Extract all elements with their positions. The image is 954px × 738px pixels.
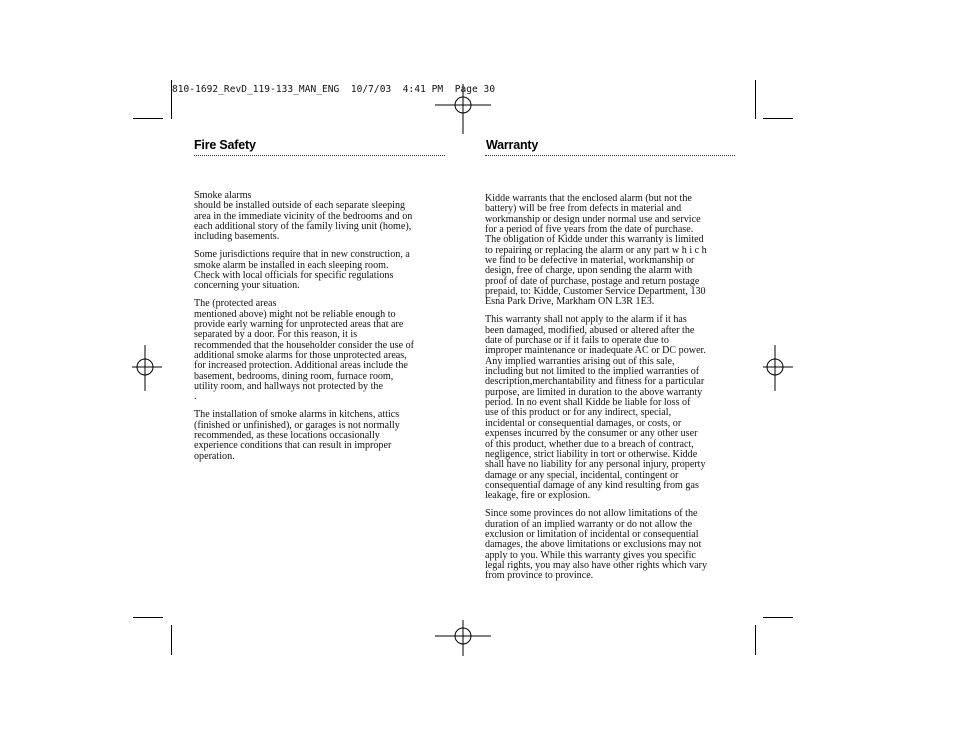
crop-mark-bottom-left-vertical [171, 625, 172, 655]
fire-safety-rule [194, 155, 445, 156]
fire-safety-body [194, 191, 446, 470]
crop-mark-top-right-horizontal [763, 118, 793, 119]
registration-mark-bottom-icon [433, 620, 493, 656]
registration-mark-top-icon [433, 84, 493, 134]
crop-mark-bottom-right-horizontal [763, 617, 793, 618]
fire-safety-paragraph: Some jurisdictions require that in new construction, a smoke alarm be installed in each sleeping room. Check with local officials for specific regulations concerning your situation. [194, 249, 410, 292]
warranty-heading: Warranty [486, 138, 539, 152]
fire-safety-paragraph: The (protected areas mentioned above) might not be reliable enough to provide early warning for unprotected areas that are separated by a door. For this reason, it is recommended that the householder consider the use of additional smoke alarms for those unprotected areas, for increased protection. Additional areas include the basement, bedrooms, dining room, furnace room, utility room, and hallways not protected by the . [194, 298, 415, 403]
warranty-body [485, 194, 735, 589]
warranty-paragraph: Kidde warrants that the enclosed alarm (but not the battery) will be free from defects in material and workmanship or design under normal use and service for a period of five years from the date of purchase. The obligation of Kidde under this warranty is limited to repairing or replacing the alarm or any part w h i c h we find to be defective in material, workmanship or design, free of charge, upon sending the alarm with proof of date of purchase, postage and return postage prepaid, to: Kidde, Customer Service Department, 130 Esna Park Drive, Markham ON L3R 1E3. [485, 193, 707, 308]
warranty-paragraph: Since some provinces do not allow limitations of the duration of an implied warranty or do not allow the exclusion or limitation of incidental or consequential damages, the above limitations or exclusions may not apply to you. While this warranty gives you specific legal rights, you may also have other rights which vary from province to province. [485, 508, 708, 582]
crop-mark-top-left-horizontal [133, 118, 163, 119]
crop-mark-top-left-vertical [171, 80, 172, 119]
crop-mark-top-right-vertical [755, 80, 756, 119]
registration-mark-left-icon [132, 343, 162, 393]
crop-mark-bottom-left-horizontal [133, 617, 163, 618]
warranty-paragraph: This warranty shall not apply to the alarm if it has been damaged, modified, abused or altered after the date of purchase or if it fails to operate due to improper maintenance or inadequate AC or DC power. Any implied warranties arising out of this sale, including but not limited to the implied warranties of description,merchantability and fitness for a particular purpose, are limited in duration to the above warranty period. In no event shall Kidde be liable for loss of use of this product or for any indirect, special, incidental or consequential damages, or costs, or expenses incurred by the consumer or any other user of this product, whether due to a breach of contract, negligence, strict liability in tort or otherwise. Kidde shall have no liability for any personal injury, property damage or any special, incidental, contingent or consequential damage of any kind resulting from gas leakage, fire or explosion. [485, 314, 706, 502]
fire-safety-heading: Fire Safety [194, 138, 256, 152]
fire-safety-paragraph: Smoke alarms should be installed outside of each separate sleeping area in the immediate vicinity of the bedrooms and on each additional story of the family living unit (home), including basements. [194, 190, 413, 243]
print-slug: 810-1692_RevD_119-133_MAN_ENG 10/7/03 4:41 PM Page 30 [172, 84, 496, 95]
fire-safety-paragraph: The installation of smoke alarms in kitchens, attics (finished or unfinished), or garages is not normally recommended, as these locations occasionally experience conditions that can result in improper operation. [194, 409, 400, 462]
crop-mark-bottom-right-vertical [755, 625, 756, 655]
warranty-rule [485, 155, 735, 156]
registration-mark-right-icon [763, 343, 793, 393]
